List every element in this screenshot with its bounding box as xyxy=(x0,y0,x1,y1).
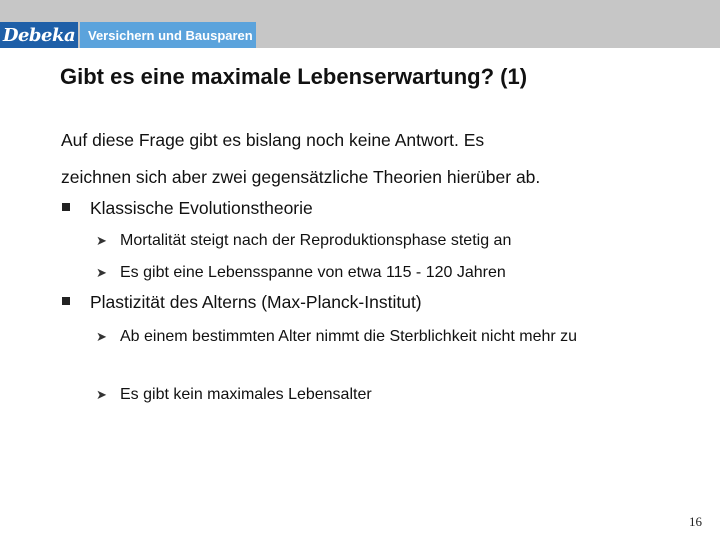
arrowhead-bullet-icon: ➤ xyxy=(96,233,107,248)
arrowhead-bullet-icon: ➤ xyxy=(96,329,107,344)
arrowhead-bullet-icon: ➤ xyxy=(96,387,107,402)
sub-bullet-text: Mortalität steigt nach der Reproduktionsphase stetig an xyxy=(120,232,512,249)
bullet-label: Klassische Evolutionstheorie xyxy=(90,198,313,218)
sub-bullet-text: Ab einem bestimmten Alter nimmt die Sterblichkeit nicht mehr zu xyxy=(120,328,578,345)
logo-text: Debeka xyxy=(2,24,76,46)
sub-bullet-text: Es gibt eine Lebensspanne von etwa 115 - 120 Jahren xyxy=(120,264,506,281)
square-bullet-icon xyxy=(62,203,70,211)
tagline-banner xyxy=(80,22,256,48)
arrowhead-bullet-icon: ➤ xyxy=(96,265,107,280)
square-bullet-icon xyxy=(62,297,70,305)
intro-line-2: zeichnen sich aber zwei gegensätzliche Theorien hierüber ab. xyxy=(61,167,541,187)
bullet-item xyxy=(62,292,422,313)
bullet-item xyxy=(62,198,313,219)
slide-title: Gibt es eine maximale Lebenserwartung? (1) xyxy=(60,64,528,89)
intro-paragraph xyxy=(61,122,701,196)
intro-line-1: Auf diese Frage gibt es bislang noch keine Antwort. Es xyxy=(61,130,485,150)
tagline-text: Versichern und Bausparen xyxy=(88,27,253,43)
header-bar xyxy=(0,0,720,48)
page-number: 16 xyxy=(689,514,702,529)
bullet-label: Plastizität des Alterns (Max-Planck-Institut) xyxy=(90,292,422,312)
logo xyxy=(0,22,78,48)
sub-bullet-text: Es gibt kein maximales Lebensalter xyxy=(120,386,372,403)
